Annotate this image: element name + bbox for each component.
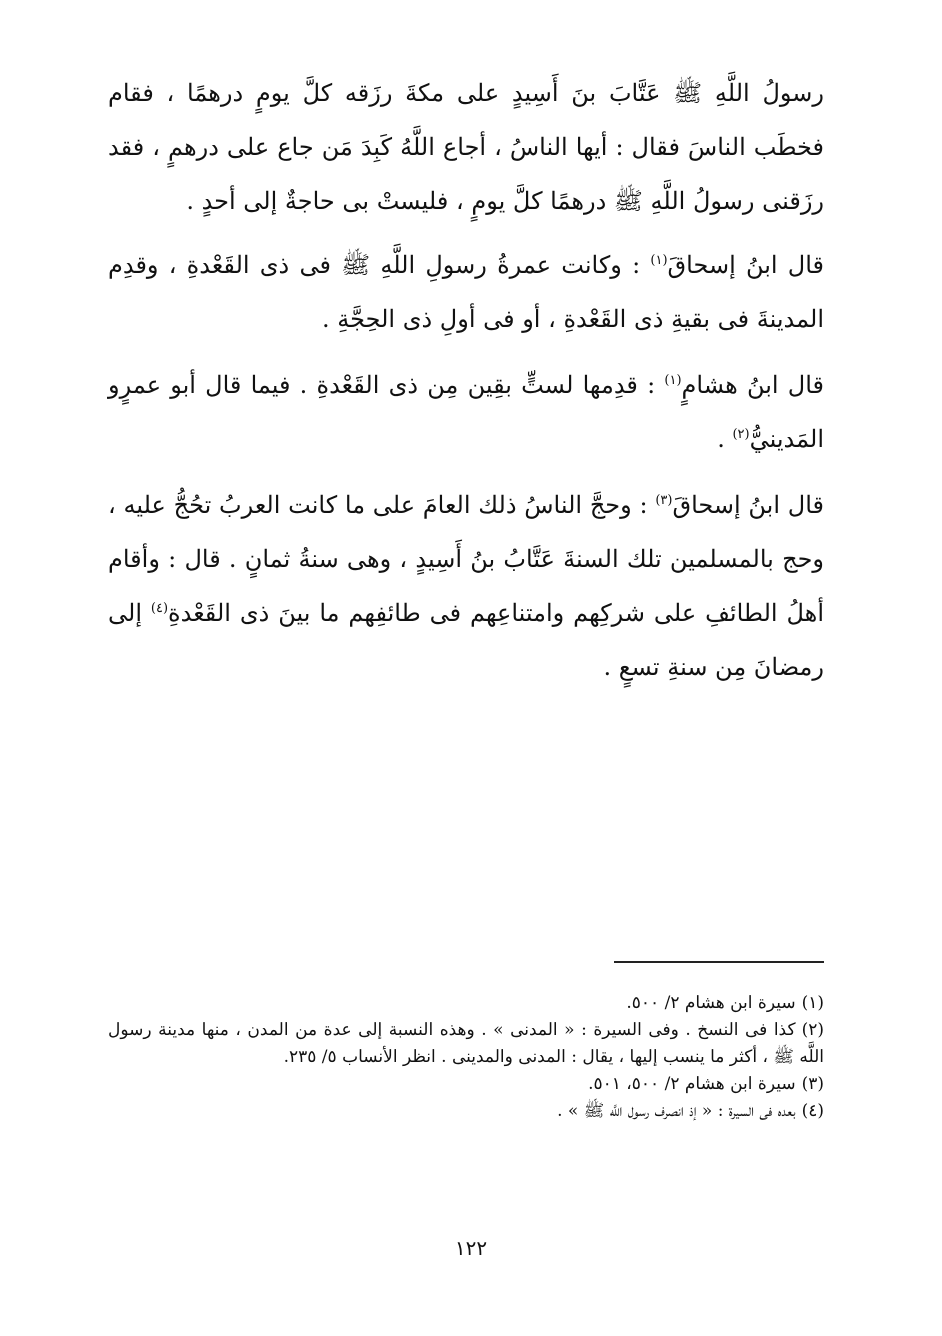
paragraph-text: : قدِمها لستٍّ بقِين مِن ذى القَعْدةِ . فيما قال أبو عمرٍو المَدينيُّ [108, 371, 824, 453]
footnote-number: (٤) [801, 1101, 824, 1121]
footnote [108, 1071, 824, 1098]
paragraph [108, 238, 824, 346]
footnote-number: (٢) [801, 1020, 824, 1040]
paragraph-text: رسولُ اللَّهِ ﷺ عَتَّابَ بنَ أَسِيدٍ على مكةَ رزَقه كلَّ يومٍ درهمًا ، فقام فخطَب الناسَ فقال : أيها الناسُ ، أجاع اللَّهُ كَبِدَ مَن جاع على درهمٍ ، فقد رزَقنى رسولُ اللَّهِ ﷺ درهمًا كلَّ يومٍ ، فليستْ بى حاجةٌ إلى أحدٍ . [108, 79, 824, 215]
page-number: ١٢٢ [454, 1236, 488, 1260]
paragraph-text: : وحجَّ الناسُ ذلك العامَ على ما كانت العربُ تحُجُّ عليه ، وحج بالمسلمين تلك السنةَ عَتَّابُ بنُ أَسِيدٍ ، وهى سنةُ ثمانٍ . قال : وأقام أهلُ الطائفِ على شركِهم وامتناعِهم فى طائفِهم ما بينَ ذى القَعْدةِ [108, 491, 824, 627]
footnote [108, 1017, 824, 1071]
footnotes [108, 990, 824, 1125]
footnote-number: (٣) [801, 1074, 824, 1094]
footnote-text: بعده فى السيرة : « إذ انصرف رسول اللَّه ﷺ » . [557, 1101, 796, 1121]
paragraph-text: : وكانت عمرةُ رسولِ اللَّهِ ﷺ فى ذى القَعْدةِ ، وقدِم المدينةَ فى بقيةِ ذى القَعْدةِ ، أو فى أولِ ذى الحِجَّةِ . [108, 251, 824, 333]
footnote-number: (١) [801, 993, 824, 1013]
paragraph [108, 66, 824, 228]
paragraph-text: قال ابنُ هشامٍ [681, 371, 824, 399]
footnote [108, 990, 824, 1017]
footnote [108, 1098, 824, 1125]
footnote-marker[interactable]: (١) [650, 253, 668, 268]
paragraph [108, 358, 824, 466]
footnote-separator [614, 961, 824, 963]
paragraph-text: إلى رمضانَ مِن سنةِ تسعٍ . [108, 599, 824, 681]
paragraph-text: قال ابنُ إسحاقَ [672, 491, 824, 519]
footnote-marker[interactable]: (٤) [150, 601, 169, 616]
paragraph-text: . [717, 425, 733, 453]
main-text [108, 66, 824, 708]
footnote-marker[interactable]: (١) [664, 373, 682, 388]
footnote-marker[interactable]: (٢) [732, 427, 750, 442]
footnote-text: سيرة ابن هشام ٢/ ٥٠٠، ٥٠١. [588, 1074, 796, 1094]
footnote-marker[interactable]: (٣) [655, 493, 673, 508]
footnote-text: سيرة ابن هشام ٢/ ٥٠٠. [626, 993, 796, 1013]
paragraph-text: قال ابنُ إسحاقَ [667, 251, 824, 279]
paragraph [108, 478, 824, 694]
footnote-text: كذا فى النسخ . وفى السيرة : « المدنى » . وهذه النسبة إلى عدة من المدن ، منها مدينة رسول اللَّه ﷺ ، أكثر ما ينسب إليها ، يقال : المدنى والمدينى . انظر الأنساب ٥/ ٢٣٥. [108, 1020, 824, 1067]
